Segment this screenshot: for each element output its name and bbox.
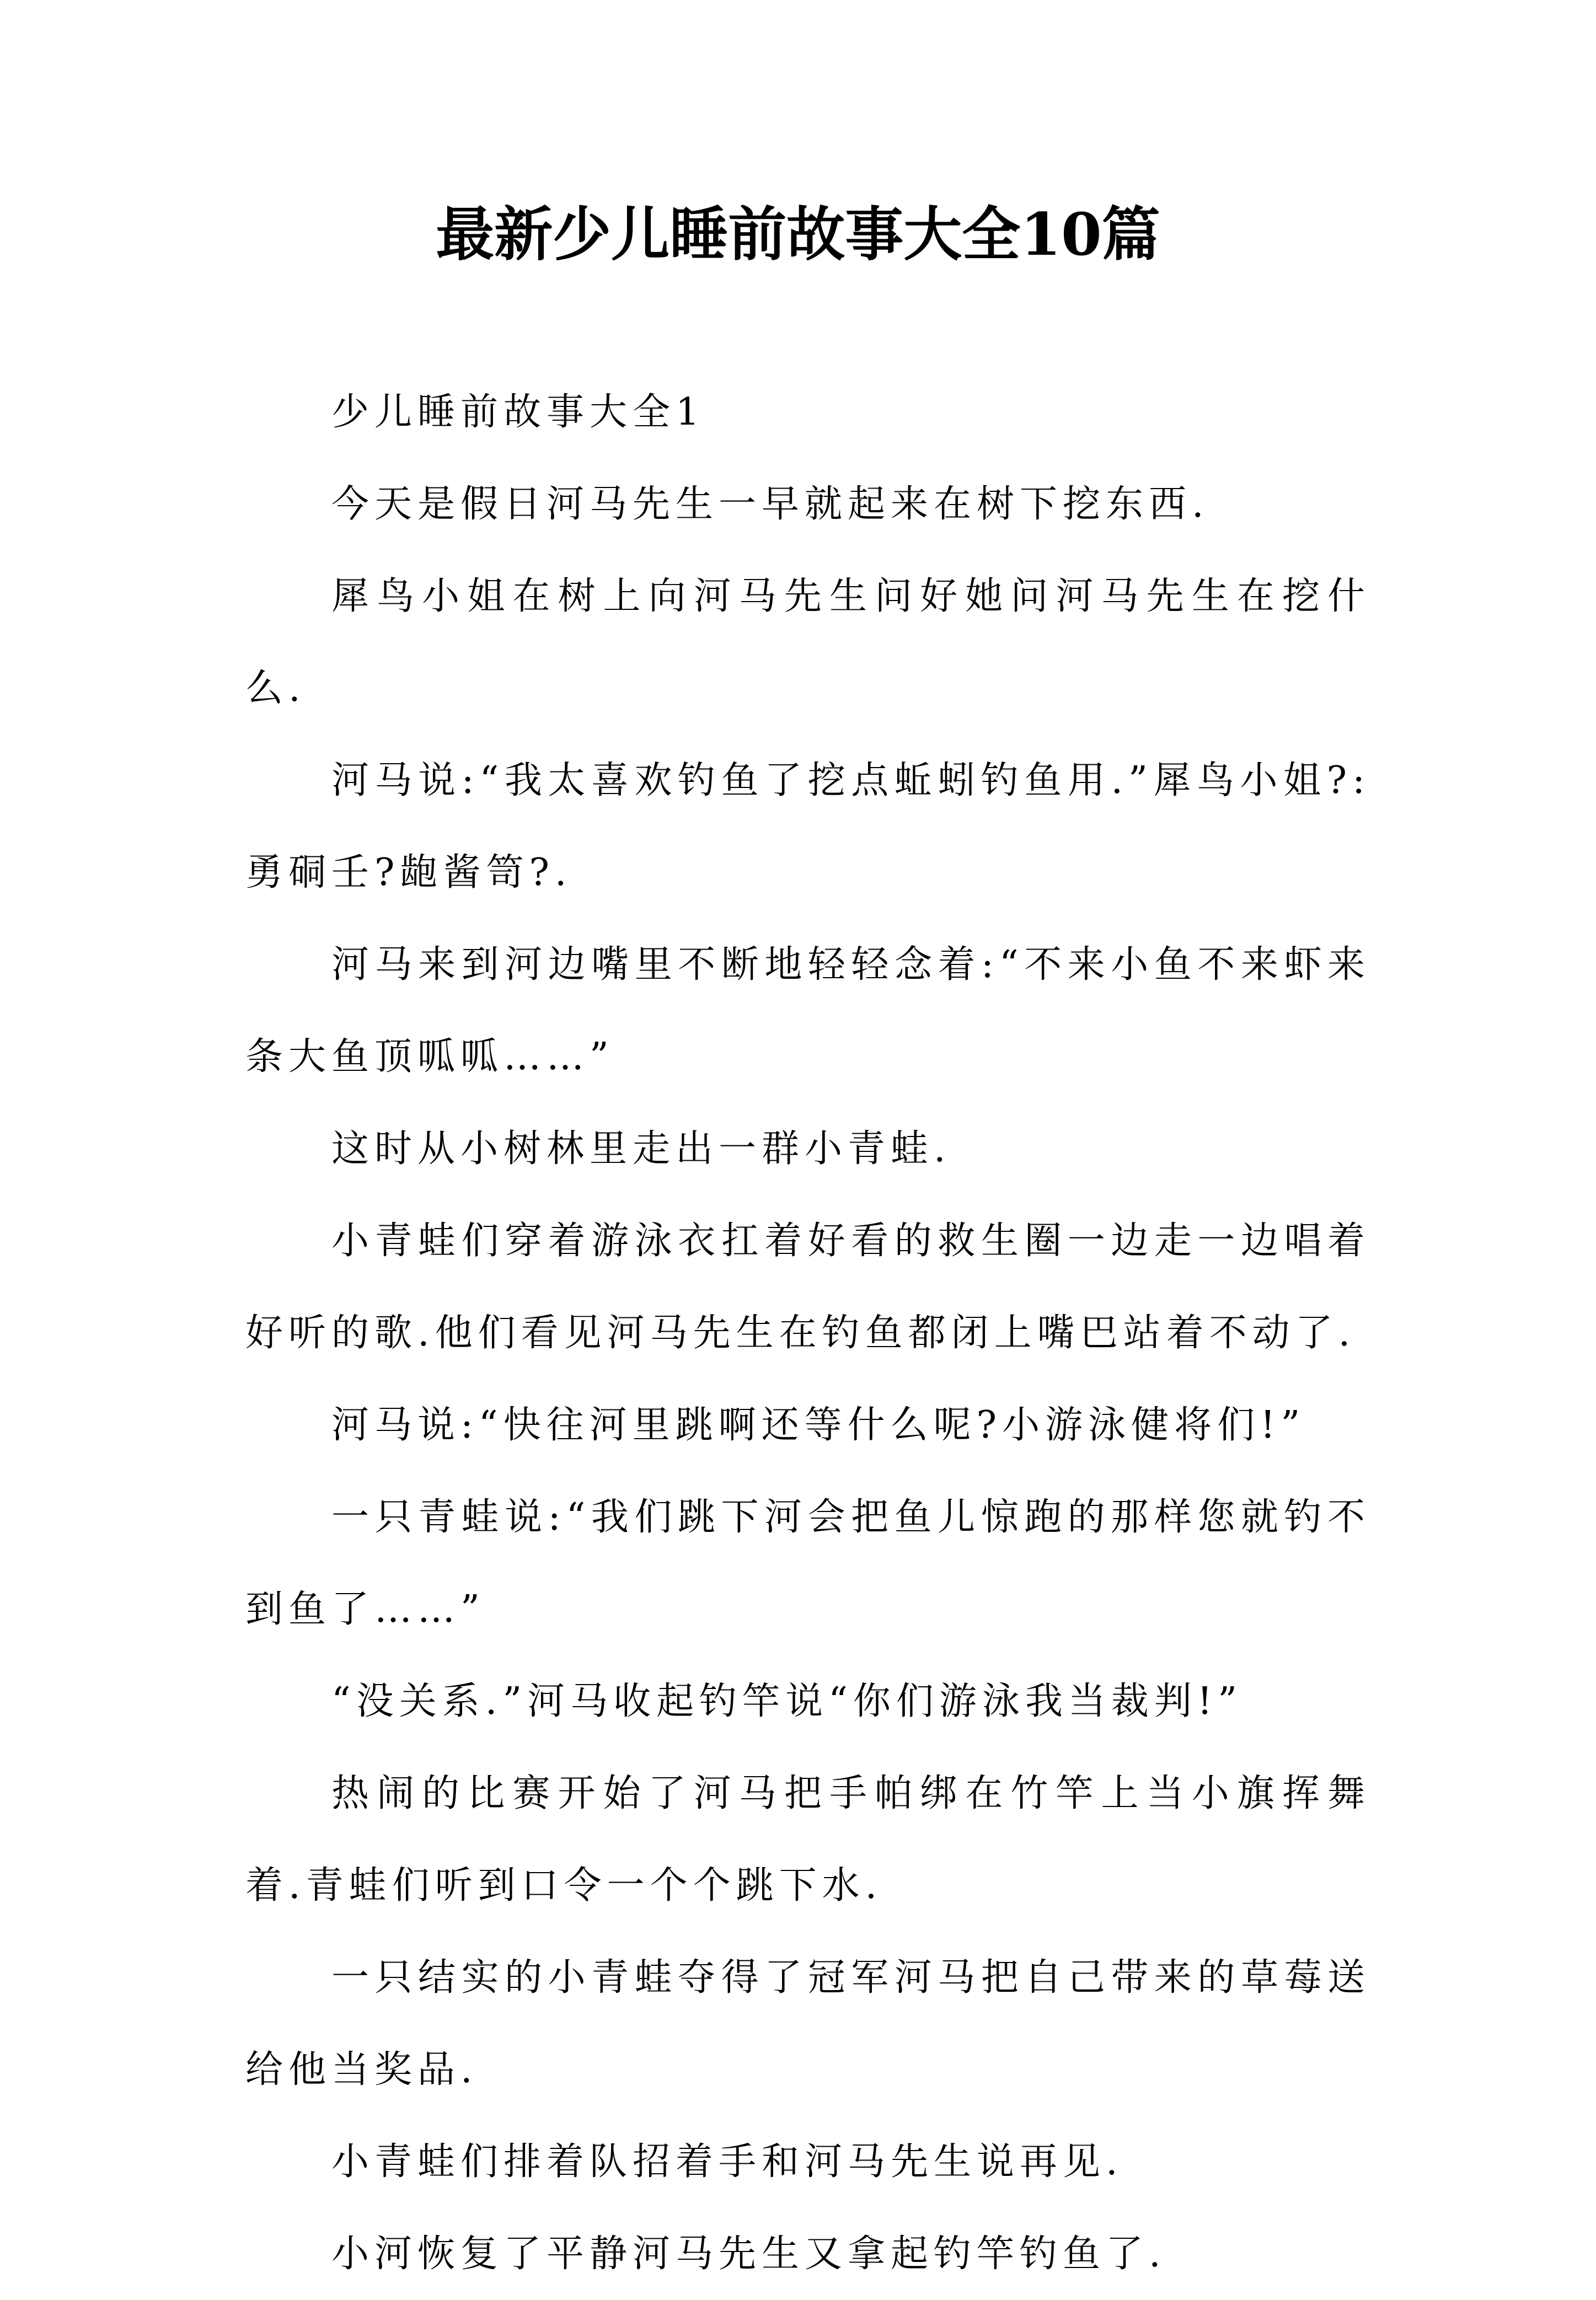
- paragraph: 河马说:“快往河里跳啊还等什么呢?小游泳健将们!”: [331, 1403, 1306, 1447]
- paragraph: 一只结实的小青蛙夺得了冠军河马把自己带来的草莓送给他当奖品.: [245, 1956, 1370, 2092]
- paragraph: 犀鸟小姐在树上向河马先生问好她问河马先生在挖什么.: [245, 575, 1370, 710]
- paragraph: 小青蛙们排着队招着手和河马先生说再见.: [331, 2140, 1123, 2184]
- paragraph: 河马说:“我太喜欢钓鱼了挖点蚯蚓钓鱼用.”犀鸟小姐?:勇硐壬?龅酱笥?.: [245, 759, 1370, 894]
- paragraph: 这时从小树林里走出一群小青蛙.: [331, 1127, 951, 1171]
- paragraph: “没关系.”河马收起钓竿说“你们游泳我当裁判!”: [331, 1680, 1242, 1723]
- paragraph: 今天是假日河马先生一早就起来在树下挖东西.: [331, 482, 1209, 526]
- paragraph: 小河恢复了平静河马先生又拿起钓竿钓鱼了.: [331, 2232, 1166, 2276]
- paragraph: 河马来到河边嘴里不断地轻轻念着:“不来小鱼不来虾来条大鱼顶呱呱……”: [245, 943, 1370, 1079]
- paragraph: 一只青蛙说:“我们跳下河会把鱼儿惊跑的那样您就钓不到鱼了……”: [245, 1495, 1370, 1631]
- document-body: [245, 366, 1370, 2300]
- paragraph: 小青蛙们穿着游泳衣扛着好看的救生圈一边走一边唱着好听的歌.他们看见河马先生在钓鱼都闭上嘴巴站着不动了.: [245, 1219, 1370, 1355]
- document-title: 最新少儿睡前故事大全10篇: [436, 200, 1160, 269]
- paragraph: 热闹的比赛开始了河马把手帕绑在竹竿上当小旗挥舞着.青蛙们听到口令一个个跳下水.: [245, 1772, 1370, 1907]
- section-heading: 少儿睡前故事大全1: [331, 390, 705, 434]
